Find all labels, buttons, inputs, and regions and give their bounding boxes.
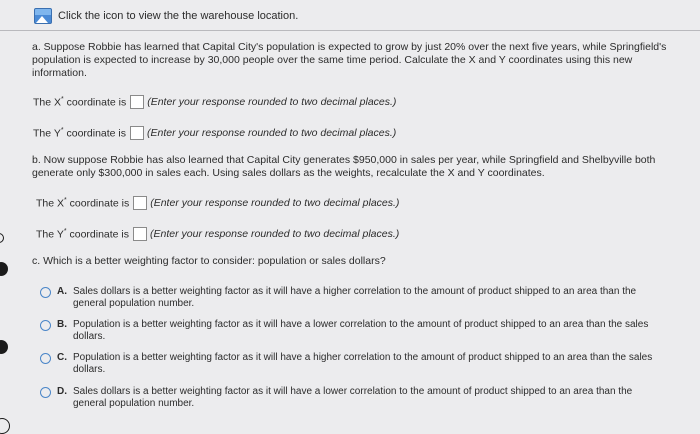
rounding-hint: (Enter your response rounded to two decimal places.) [150,197,400,209]
part-b-y-row: The Y* coordinate is (Enter your response rounded to two decimal places.) [36,227,400,241]
edge-marker [0,262,8,276]
divider [0,30,700,31]
option-c[interactable] [40,352,680,376]
option-letter: A. [57,286,67,297]
part-a-x-row: The X* coordinate is (Enter your response rounded to two decimal places.) [33,95,397,109]
part-b-text: b. Now suppose Robbie has also learned that Capital City generates $950,000 in sales per year, while Springfield and Shelbyville both generate only $300,000 in sales each. Using sales dollars as the weights, recalculate the X and Y coordinates. [32,154,656,179]
rounding-hint: (Enter your response rounded to two decimal places.) [147,96,397,108]
edge-marker [0,418,10,434]
radio-button[interactable] [40,320,51,331]
rounding-hint: (Enter your response rounded to two decimal places.) [150,228,400,240]
map-image-icon[interactable] [34,8,52,24]
radio-button[interactable] [40,287,51,298]
option-text: Sales dollars is a better weighting factor as it will have a higher correlation to the amount of product shipped to an area than the general population number. [73,286,637,309]
instruction-row [34,8,298,24]
y-label: The Y [36,228,64,241]
coordinate-label: coordinate is [69,197,130,210]
option-a[interactable] [40,286,680,310]
coordinate-label: coordinate is [66,127,127,140]
option-b[interactable] [40,319,680,343]
option-letter: D. [57,386,67,397]
edge-marker [0,340,8,354]
part-b-y-input[interactable] [133,227,147,241]
x-label: The X [36,197,65,210]
y-label: The Y [33,127,61,140]
option-text: Population is a better weighting factor as it will have a lower correlation to the amount of product shipped to an area than the sales dollars. [73,319,649,342]
part-b-x-input[interactable] [133,196,147,210]
radio-button[interactable] [40,387,51,398]
part-b-x-row: The X* coordinate is (Enter your response rounded to two decimal places.) [36,196,400,210]
part-a-y-input[interactable] [130,126,144,140]
coordinate-label: coordinate is [66,96,127,109]
option-text: Population is a better weighting factor as it will have a higher correlation to the amount of product shipped to an area than the sales dollars. [73,352,653,375]
part-a-text: a. Suppose Robbie has learned that Capital City's population is expected to grow by just 20% over the next five years, while Springfield's population is expected to increase by 30,000 people over the same time period. Calculate the X and Y coordinates using this new information. [32,41,667,79]
part-a-x-input[interactable] [130,95,144,109]
option-text: Sales dollars is a better weighting factor as it will have a lower correlation to the amount of product shipped to an area than the general population number. [73,386,633,409]
option-d[interactable] [40,386,680,410]
part-a-y-row: The Y* coordinate is (Enter your response rounded to two decimal places.) [33,126,397,140]
radio-button[interactable] [40,353,51,364]
part-c-text: c. Which is a better weighting factor to consider: population or sales dollars? [32,255,386,267]
option-letter: C. [57,352,67,363]
option-letter: B. [57,319,67,330]
coordinate-label: coordinate is [69,228,130,241]
x-label: The X [33,96,62,109]
instruction-text: Click the icon to view the the warehouse location. [58,10,299,22]
edge-marker [0,233,4,243]
rounding-hint: (Enter your response rounded to two decimal places.) [147,127,397,139]
